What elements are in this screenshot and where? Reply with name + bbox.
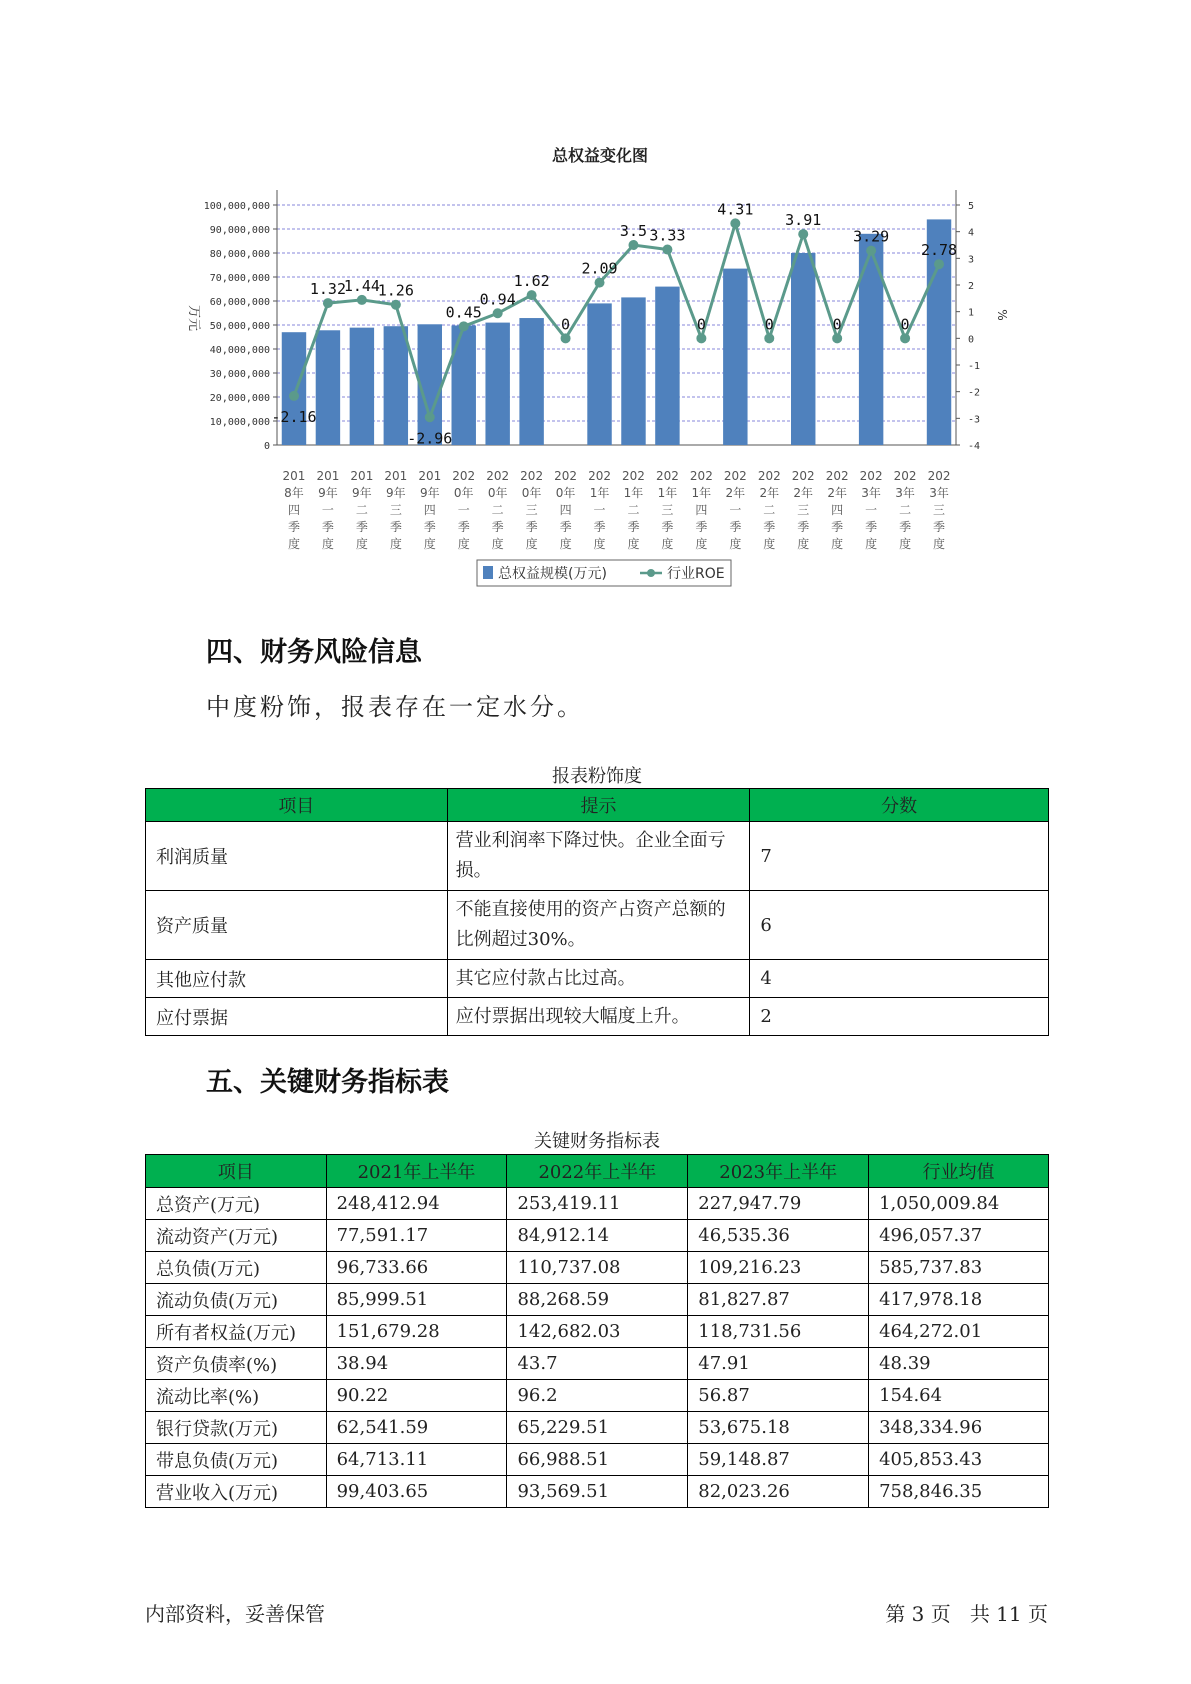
kpi-value-2022: 43.7 [507, 1348, 688, 1380]
kpi-value-2022: 84,912.14 [507, 1220, 688, 1252]
legend-line-marker [647, 569, 655, 577]
kpi-table-header-row [146, 1155, 1049, 1188]
kpi-section-heading: 五、关键财务指标表 [206, 1067, 449, 1098]
roe-data-label: 2.09 [581, 259, 618, 278]
kpi-industry-average: 48.39 [869, 1348, 1049, 1380]
x-tick-label: 201 9年二季度 [350, 469, 374, 551]
kpi-item: 流动资产(万元) [146, 1220, 327, 1252]
roe-point [561, 333, 571, 343]
roe-point [900, 333, 910, 343]
roe-data-label: 0 [900, 315, 910, 334]
roe-point [628, 240, 638, 250]
x-tick-label: 202 2年三季度 [791, 469, 815, 551]
kpi-item: 总资产(万元) [146, 1188, 327, 1220]
kpi-value-2023: 56.87 [688, 1380, 869, 1412]
roe-point [730, 218, 740, 228]
risk-hint: 应付票据出现较大幅度上升。 [447, 998, 750, 1036]
kpi-value-2021: 62,541.59 [326, 1412, 507, 1444]
kpi-value-2023: 109,216.23 [688, 1252, 869, 1284]
table-row [146, 1284, 1049, 1316]
roe-data-label: 2.78 [920, 241, 958, 260]
table-row [146, 822, 1049, 891]
bar [587, 303, 611, 445]
bar [723, 269, 747, 445]
x-tick-label: 201 9年一季度 [316, 469, 340, 551]
table-row [146, 1252, 1049, 1284]
x-tick-label: 202 1年三季度 [655, 469, 679, 551]
y2-tick-label: 3 [968, 254, 975, 266]
legend-line-label: 行业ROE [667, 566, 725, 582]
kpi-industry-average: 758,846.35 [869, 1476, 1049, 1508]
roe-point [391, 300, 401, 310]
roe-data-label: 4.31 [717, 200, 754, 219]
y2-tick-label: 5 [968, 201, 975, 212]
y-tick-label: 50,000,000 [209, 321, 270, 332]
table-row [146, 1316, 1049, 1348]
chart-title: 总权益变化图 [551, 146, 649, 165]
risk-item: 其他应付款 [146, 960, 448, 998]
bar [519, 318, 543, 445]
x-tick-label: 202 3年一季度 [859, 469, 883, 551]
table-row [146, 1348, 1049, 1380]
equity-chart-svg [0, 0, 1191, 600]
kpi-value-2021: 38.94 [326, 1348, 507, 1380]
table-row [146, 1380, 1049, 1412]
roe-data-label: -2.16 [271, 407, 317, 426]
bar [350, 328, 374, 445]
roe-point [934, 259, 944, 269]
y-tick-label: 20,000,000 [209, 393, 270, 404]
kpi-value-2023: 227,947.79 [688, 1188, 869, 1220]
roe-data-label: 0 [561, 315, 571, 334]
kpi-item: 营业收入(万元) [146, 1476, 327, 1508]
kpi-table [145, 1154, 1049, 1508]
roe-data-label: 0 [696, 315, 706, 334]
kpi-item: 银行贷款(万元) [146, 1412, 327, 1444]
kpi-header-industry-average: 行业均值 [869, 1155, 1049, 1188]
bar [485, 323, 509, 445]
legend-bar-swatch [483, 566, 493, 579]
bar [316, 330, 340, 445]
kpi-value-2021: 99,403.65 [326, 1476, 507, 1508]
y2-axis-label: % [995, 309, 1009, 321]
x-tick-label: 202 1年二季度 [622, 469, 645, 551]
kpi-value-2023: 82,023.26 [688, 1476, 869, 1508]
kpi-value-2022: 65,229.51 [507, 1412, 688, 1444]
kpi-item: 总负债(万元) [146, 1252, 327, 1284]
x-tick-label: 202 0年二季度 [486, 469, 510, 551]
bar [655, 287, 679, 445]
risk-score: 4 [750, 960, 1049, 998]
kpi-value-2022: 88,268.59 [507, 1284, 688, 1316]
x-tick-label: 202 2年二季度 [757, 469, 781, 551]
legend-bar-label: 总权益规模(万元) [498, 566, 607, 582]
roe-data-label: 0 [832, 315, 842, 334]
kpi-value-2023: 118,731.56 [688, 1316, 869, 1348]
bar [384, 326, 408, 445]
risk-hint: 营业利润率下降过快。企业全面亏损。 [447, 822, 750, 891]
equity-chart [0, 0, 1191, 600]
kpi-industry-average: 496,057.37 [869, 1220, 1049, 1252]
kpi-value-2023: 59,148.87 [688, 1444, 869, 1476]
x-tick-label: 202 3年三季度 [927, 469, 951, 551]
y-axis-label: 万元 [186, 304, 201, 332]
roe-point [866, 246, 876, 256]
y2-tick-label: 2 [968, 281, 975, 292]
table-row [146, 1220, 1049, 1252]
kpi-item: 流动比率(%) [146, 1380, 327, 1412]
kpi-value-2022: 253,419.11 [507, 1188, 688, 1220]
kpi-value-2023: 53,675.18 [688, 1412, 869, 1444]
risk-section-heading: 四、财务风险信息 [206, 637, 422, 668]
y2-tick-label: -1 [968, 361, 981, 372]
table-row [146, 1412, 1049, 1444]
footer-page-number: 第 3 页 共 11 页 [885, 1602, 1048, 1626]
roe-data-label: 3.33 [649, 226, 686, 245]
table-row [146, 1188, 1049, 1220]
y2-tick-label: 4 [968, 227, 975, 239]
roe-data-label: 3.5 [619, 222, 648, 240]
kpi-value-2021: 64,713.11 [326, 1444, 507, 1476]
risk-item: 利润质量 [146, 822, 448, 891]
kpi-header-2021: 2021年上半年 [326, 1155, 507, 1188]
risk-item: 应付票据 [146, 998, 448, 1036]
risk-header-hint: 提示 [447, 789, 750, 822]
y2-tick-label: -2 [968, 387, 981, 399]
roe-point [459, 321, 469, 331]
roe-data-label: 1.32 [309, 280, 346, 299]
kpi-value-2021: 151,679.28 [326, 1316, 507, 1348]
kpi-header-item: 项目 [146, 1155, 327, 1188]
roe-point [289, 391, 299, 401]
table-row [146, 891, 1049, 960]
y-tick-label: 10,000,000 [209, 417, 270, 428]
roe-data-label: 1.26 [377, 281, 414, 300]
bar [859, 234, 883, 445]
risk-hint: 其它应付款占比过高。 [447, 960, 750, 998]
kpi-value-2022: 66,988.51 [507, 1444, 688, 1476]
kpi-value-2021: 248,412.94 [326, 1188, 507, 1220]
roe-data-label: 3.29 [853, 227, 890, 246]
x-tick-label: 202 1年一季度 [588, 469, 611, 551]
roe-point [357, 295, 367, 305]
table-row [146, 1476, 1049, 1508]
x-tick-label: 202 3年二季度 [893, 469, 917, 551]
risk-score: 7 [750, 822, 1049, 891]
roe-point [527, 290, 537, 300]
kpi-value-2023: 46,535.36 [688, 1220, 869, 1252]
risk-table [145, 788, 1049, 1036]
risk-score: 2 [750, 998, 1049, 1036]
y-tick-label: 90,000,000 [209, 225, 270, 236]
kpi-industry-average: 585,737.83 [869, 1252, 1049, 1284]
x-tick-label: 202 1年四季度 [689, 469, 713, 551]
kpi-item: 带息负债(万元) [146, 1444, 327, 1476]
risk-summary-text: 中度粉饰，报表存在一定水分。 [206, 693, 584, 721]
y-tick-label: 70,000,000 [209, 273, 270, 284]
kpi-industry-average: 154.64 [869, 1380, 1049, 1412]
y-tick-label: 60,000,000 [209, 297, 270, 308]
kpi-value-2022: 142,682.03 [507, 1316, 688, 1348]
bar [621, 297, 645, 445]
kpi-value-2021: 85,999.51 [326, 1284, 507, 1316]
x-tick-label: 202 2年四季度 [825, 469, 849, 551]
kpi-item: 流动负债(万元) [146, 1284, 327, 1316]
x-tick-label: 201 9年四季度 [418, 469, 442, 551]
kpi-industry-average: 464,272.01 [869, 1316, 1049, 1348]
roe-point [696, 333, 706, 343]
roe-point [323, 298, 333, 308]
risk-header-score: 分数 [750, 789, 1049, 822]
kpi-item: 资产负债率(%) [146, 1348, 327, 1380]
kpi-value-2021: 90.22 [326, 1380, 507, 1412]
kpi-industry-average: 417,978.18 [869, 1284, 1049, 1316]
risk-item: 资产质量 [146, 891, 448, 960]
y2-tick-label: -3 [968, 414, 981, 426]
table-row [146, 1444, 1049, 1476]
kpi-value-2023: 47.91 [688, 1348, 869, 1380]
kpi-industry-average: 405,853.43 [869, 1444, 1049, 1476]
roe-data-label: 3.91 [785, 211, 822, 230]
x-tick-label: 201 9年三季度 [384, 469, 408, 551]
y-tick-label: 80,000,000 [209, 249, 270, 260]
risk-table-header-row [146, 789, 1049, 822]
roe-data-label: 0 [764, 315, 774, 334]
y-tick-label: 40,000,000 [209, 345, 270, 356]
roe-point [662, 245, 672, 255]
bar [791, 253, 815, 445]
x-tick-label: 202 0年四季度 [554, 469, 578, 551]
x-tick-label: 202 2年一季度 [723, 469, 747, 551]
roe-point [493, 308, 503, 318]
roe-point [764, 333, 774, 343]
kpi-industry-average: 1,050,009.84 [869, 1188, 1049, 1220]
roe-point [832, 333, 842, 343]
risk-hint: 不能直接使用的资产占资产总额的比例超过30%。 [447, 891, 750, 960]
risk-header-item: 项目 [146, 789, 448, 822]
kpi-value-2022: 93,569.51 [507, 1476, 688, 1508]
roe-point [595, 278, 605, 288]
kpi-value-2021: 77,591.17 [326, 1220, 507, 1252]
table-row [146, 998, 1049, 1036]
table-row [146, 960, 1049, 998]
kpi-header-2023: 2023年上半年 [688, 1155, 869, 1188]
risk-table-caption: 报表粉饰度 [552, 766, 642, 787]
y-tick-label: 30,000,000 [209, 369, 270, 380]
bar [452, 325, 476, 445]
x-tick-label: 201 8年四季度 [282, 469, 306, 551]
roe-point [425, 412, 435, 422]
kpi-industry-average: 348,334.96 [869, 1412, 1049, 1444]
y-tick-label: 0 [263, 441, 270, 452]
y2-tick-label: 0 [968, 334, 975, 346]
kpi-value-2021: 96,733.66 [326, 1252, 507, 1284]
roe-data-label: 1.62 [513, 272, 550, 291]
roe-point [798, 229, 808, 239]
roe-data-label: -2.96 [407, 429, 453, 448]
kpi-item: 所有者权益(万元) [146, 1316, 327, 1348]
y2-tick-label: 1 [968, 307, 975, 319]
roe-data-label: 0.94 [479, 290, 516, 309]
x-tick-label: 202 0年一季度 [452, 469, 476, 551]
kpi-value-2022: 96.2 [507, 1380, 688, 1412]
kpi-value-2022: 110,737.08 [507, 1252, 688, 1284]
y-tick-label: 100,000,000 [203, 201, 270, 212]
kpi-table-caption: 关键财务指标表 [534, 1131, 660, 1152]
y2-tick-label: -4 [968, 441, 981, 452]
kpi-value-2023: 81,827.87 [688, 1284, 869, 1316]
roe-data-label: 1.44 [343, 276, 380, 295]
kpi-header-2022: 2022年上半年 [507, 1155, 688, 1188]
roe-data-label: 0.45 [445, 303, 482, 322]
bar [282, 332, 306, 445]
x-tick-label: 202 0年三季度 [520, 469, 544, 551]
risk-score: 6 [750, 891, 1049, 960]
footer-confidential-note: 内部资料，妥善保管 [145, 1602, 325, 1626]
